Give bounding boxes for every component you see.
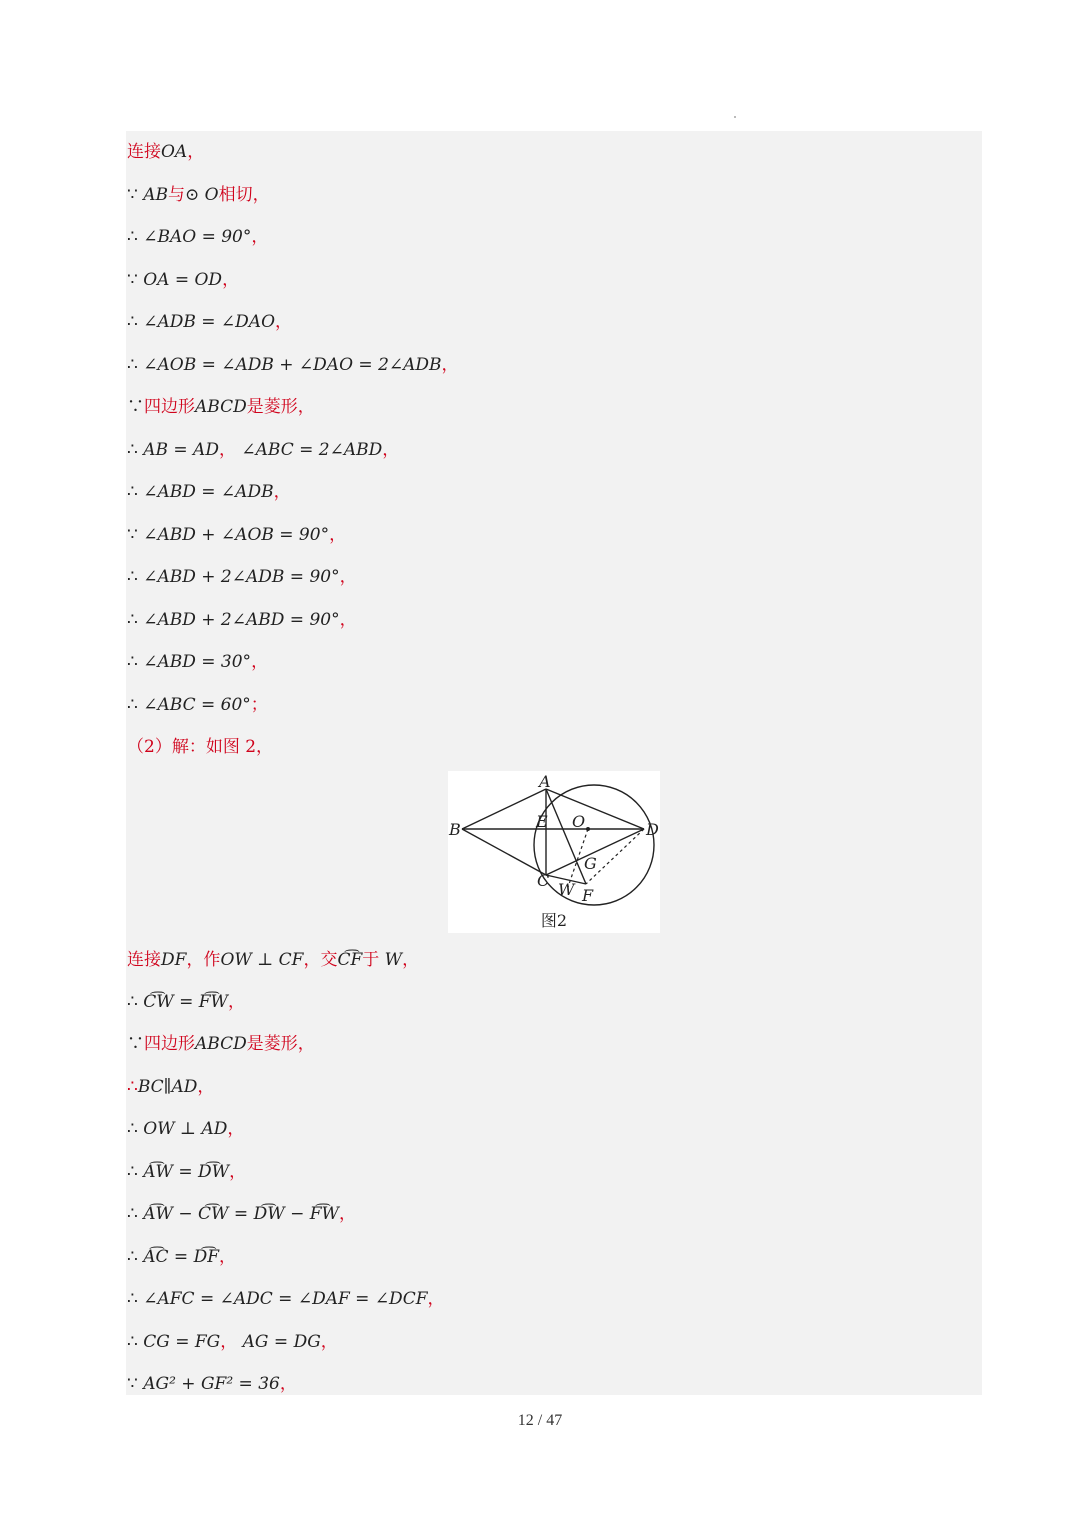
text-run: ∴ xyxy=(127,695,144,715)
solution-line xyxy=(127,987,245,1017)
geometry-diagram xyxy=(448,771,660,933)
text-run: ∴ xyxy=(127,1119,144,1139)
math-expression: DF xyxy=(161,950,187,970)
solution-line xyxy=(127,1157,246,1187)
text-run: 与 xyxy=(168,185,186,205)
page-number: 12 / 47 xyxy=(517,1412,563,1429)
math-expression: AG² + GF² = 36 xyxy=(143,1374,280,1394)
text-run: ， xyxy=(222,270,240,290)
text-run: ， xyxy=(339,610,357,630)
text-run: ，交 xyxy=(303,950,338,970)
text-run: ，作 xyxy=(186,950,221,970)
math-expression: AB = AD xyxy=(143,440,219,460)
math-expression: A͡C = D͡F xyxy=(143,1247,219,1267)
text-run: ∴ xyxy=(127,1247,144,1267)
scan-speck xyxy=(734,116,736,118)
math-expression: ∠ABD + 2∠ABD = 90° xyxy=(143,610,340,630)
text-run: ∴ xyxy=(127,482,144,502)
math-expression: ∠AOB = ∠ADB + ∠DAO = 2∠ADB xyxy=(143,355,442,375)
text-run: ∴ xyxy=(127,1077,138,1097)
text-run: 相切， xyxy=(218,185,270,205)
label-w: W xyxy=(558,880,575,899)
solution-line xyxy=(127,1242,236,1272)
solution-line xyxy=(127,435,399,465)
text-run: ∴ xyxy=(127,1332,144,1352)
text-run: ， xyxy=(279,1374,297,1394)
solution-line xyxy=(127,265,239,295)
math-expression: ∠ABD + 2∠ADB = 90° xyxy=(143,567,340,587)
text-run: ∵ xyxy=(127,1374,144,1394)
text-run: ， xyxy=(273,482,291,502)
figure-caption: 图2 xyxy=(540,911,568,930)
solution-line xyxy=(127,1072,214,1102)
text-run: ， xyxy=(218,440,236,460)
solution-line xyxy=(127,477,291,507)
solution-line xyxy=(127,392,315,422)
text-run: ， xyxy=(251,652,269,672)
text-run: ， xyxy=(187,142,205,162)
text-run: ， xyxy=(339,567,357,587)
math-expression: ∠ADB = ∠DAO xyxy=(143,312,276,332)
text-run: ， xyxy=(219,1247,236,1267)
text-run: 是菱形， xyxy=(246,397,315,417)
text-run: ∴ xyxy=(127,1289,144,1309)
text-run: 是菱形， xyxy=(246,1034,315,1054)
math-expression: ∠BAO = 90° xyxy=(143,227,252,247)
solution-line xyxy=(127,1284,445,1314)
text-run: ∴ xyxy=(127,610,144,630)
text-run: ， xyxy=(441,355,459,375)
math-expression: ∠ABD + ∠AOB = 90° xyxy=(143,525,330,545)
text-run: ∴ xyxy=(127,652,144,672)
solution-line xyxy=(127,1327,338,1357)
math-expression: C͡F xyxy=(337,950,363,970)
math-expression: BC∥AD xyxy=(137,1077,198,1097)
text-run: ， xyxy=(220,1332,238,1352)
label-f: F xyxy=(582,886,594,905)
text-run: ， xyxy=(320,1332,338,1352)
text-run: ∴ xyxy=(127,227,144,247)
solution-line xyxy=(127,1029,315,1059)
text-run: 四边形 xyxy=(144,397,195,417)
solution-line xyxy=(127,222,268,252)
solution-line xyxy=(127,1199,356,1229)
solution-line xyxy=(127,945,419,975)
text-run: ⊙ xyxy=(185,185,205,205)
text-run: ∵ xyxy=(127,185,144,205)
solution-line xyxy=(127,732,273,762)
math-expression: AG = DG xyxy=(237,1332,321,1352)
math-expression: ∠ABD = 30° xyxy=(143,652,252,672)
math-expression: O xyxy=(204,185,219,205)
text-run: ， xyxy=(227,1119,245,1139)
math-expression: ∠AFC = ∠ADC = ∠DAF = ∠DCF xyxy=(143,1289,428,1309)
math-expression: C͡W = F͡W xyxy=(143,992,229,1012)
point-o xyxy=(586,827,590,831)
text-run: 连接 xyxy=(127,950,161,970)
segment-bc xyxy=(462,829,546,875)
text-run: ， xyxy=(382,440,400,460)
text-run: ， xyxy=(275,312,293,332)
text-run: ∴ xyxy=(127,355,144,375)
solution-line xyxy=(127,1369,297,1399)
solution-line xyxy=(127,605,357,635)
text-run: ， xyxy=(197,1077,215,1097)
math-expression: ∠ABC = 2∠ABD xyxy=(235,440,383,460)
math-expression: ∠ABC = 60° xyxy=(143,695,251,715)
label-b: B xyxy=(449,820,461,839)
label-d: D xyxy=(646,820,659,839)
text-run: ∵ xyxy=(127,1034,144,1054)
math-expression: ABCD xyxy=(195,397,247,417)
text-run: ∴ xyxy=(127,440,144,460)
label-g: G xyxy=(584,854,597,873)
solution-line xyxy=(127,180,270,210)
text-run: ∵ xyxy=(127,397,144,417)
text-run: ， xyxy=(228,992,246,1012)
label-e: E xyxy=(536,812,548,831)
solution-line xyxy=(127,1114,244,1144)
math-expression: OA = OD xyxy=(143,270,223,290)
text-run: ， xyxy=(329,525,347,545)
label-c: C xyxy=(537,871,550,890)
label-a: A xyxy=(539,772,551,791)
text-run: ∵ xyxy=(127,270,144,290)
solution-line xyxy=(127,690,268,720)
text-run: ∴ xyxy=(127,567,144,587)
text-run: ∴ xyxy=(127,312,144,332)
math-expression: ∠ABD = ∠ADB xyxy=(143,482,274,502)
math-expression: A͡W − C͡W = D͡W − F͡W xyxy=(143,1204,339,1224)
text-run: ， xyxy=(229,1162,247,1182)
text-run: 连接 xyxy=(127,142,161,162)
solution-line xyxy=(127,520,346,550)
text-run: （2）解：如图 2， xyxy=(127,737,274,757)
math-expression: ABCD xyxy=(195,1034,247,1054)
solution-line xyxy=(127,307,292,337)
solution-line xyxy=(127,647,268,677)
text-run: 于 xyxy=(362,950,385,970)
text-run: ， xyxy=(427,1289,445,1309)
text-run: ∴ xyxy=(127,1204,144,1224)
text-run: ； xyxy=(250,695,268,715)
text-run: 四边形 xyxy=(144,1034,195,1054)
figure-2 xyxy=(448,771,660,933)
text-run: ， xyxy=(339,1204,356,1224)
math-expression: OA xyxy=(161,142,188,162)
segment-ba xyxy=(462,789,546,829)
text-run: ∴ xyxy=(127,992,144,1012)
text-run: ∴ xyxy=(127,1162,144,1182)
text-run: ， xyxy=(251,227,269,247)
math-expression: OW ⊥ AD xyxy=(143,1119,228,1139)
math-expression: CG = FG xyxy=(143,1332,221,1352)
solution-line xyxy=(127,137,204,167)
math-expression: A͡W = D͡W xyxy=(143,1162,230,1182)
math-expression: OW ⊥ CF xyxy=(220,950,304,970)
label-o: O xyxy=(572,812,586,831)
math-expression: W xyxy=(384,950,403,970)
math-expression: AB xyxy=(143,185,169,205)
text-run: ∵ xyxy=(127,525,144,545)
solution-line xyxy=(127,350,459,380)
text-run: ， xyxy=(402,950,420,970)
solution-line xyxy=(127,562,357,592)
